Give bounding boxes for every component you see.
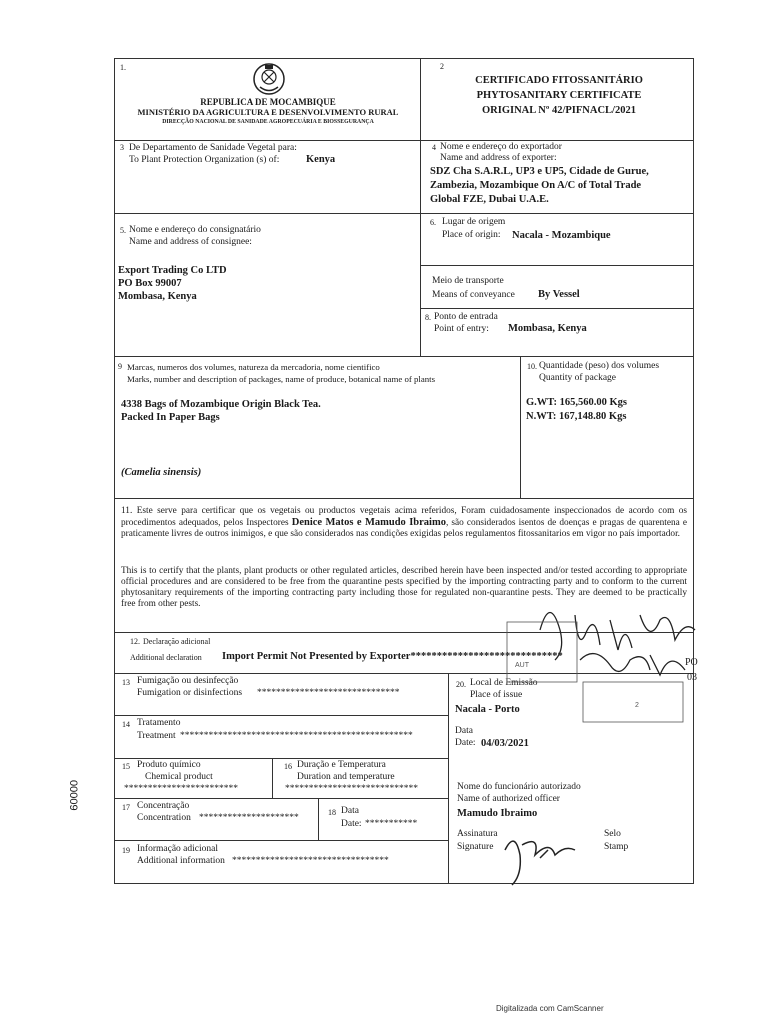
box11-text-pt-end: , são considerados isentos de doenças e pragas de quarentena e praticamente livres de outros inimigos, e que são considerados nas condições exigidas pelos regulamentos fitossanitarios em vigor no país importador. [121,518,688,539]
emblem [252,62,286,96]
box13-label-pt: Fumigação ou desinfecção [137,676,239,686]
rule [520,356,521,498]
inspectors-names: Denice Matos e Mamudo Ibraimo [291,517,446,528]
box19-number: 19 [122,846,130,855]
box18-label-pt: Data [341,806,359,816]
box17-label-en: Concentration [137,813,191,823]
box16-label-pt: Duração e Temperatura [297,760,386,770]
box3-value: Kenya [306,154,336,165]
box17-label-pt: Concentração [137,801,190,811]
box6-value: Nacala - Mozambique [512,230,611,241]
date-label-pt: Data [455,726,473,736]
officer-name: Mamudo Ibraimo [457,808,538,819]
box14-label-pt: Tratamento [137,718,181,728]
box11-paragraph-pt [121,506,687,540]
box20-label-en: Place of issue [470,690,523,700]
box5-value-line: PO Box 99007 [118,278,182,289]
rule [114,715,448,716]
margin-number: 00009 [67,780,79,811]
box4-number: 4 [432,143,436,152]
rule [420,58,421,356]
box12-label-pt: Declaração adicional [143,637,211,646]
date-value: 04/03/2021 [481,738,529,749]
box8-number: 8. [425,313,431,322]
rule [114,213,694,214]
box13-stars: ****************************** [257,688,400,698]
box6-label-pt: Lugar de origem [442,217,506,227]
ministry-name: MINISTÉRIO DA AGRICULTURA E DESENVOLVIMENTO RURAL [137,107,399,117]
box12-value: Import Permit Not Presented by Exporter***************************** [222,651,563,662]
box13-number: 13 [122,678,130,687]
signature-label-pt: Assinatura [457,829,498,839]
box11-paragraph-en: This is to certify that the plants, plant products or other regulated articles, described herein have been inspected and/or tested according to appropriate official procedures and are considered to be free from the quarantine pests specified by the importing contracting party and to conform to the current phytosanitary requirements of the importing contracting party including those for regulated non-quarantine pests. They are deemed to be practically free from other pests. [121,566,687,609]
box9-label-en: Marks, number and description of packages, name of produce, botanical name of plants [127,374,436,384]
cert-number: ORIGINAL Nº 42/PIFNACL/2021 [482,105,636,116]
box10-label-pt: Quantidade (peso) dos volumes [539,361,660,371]
box4-label-pt: Nome e endereço do exportador [440,142,562,152]
rule [420,265,694,266]
rule [318,798,319,840]
box3-number: 3 [120,143,124,152]
officer-label-en: Name of authorized officer [457,794,560,804]
rule [272,758,273,798]
box19-stars: ********************************* [232,856,389,866]
box4-value-line: Global FZE, Dubai U.A.E. [430,194,549,205]
place-of-issue: Nacala - Porto [455,704,520,715]
cert-title-pt: CERTIFICADO FITOSSANITÁRIO [475,75,643,86]
box16-number: 16 [284,762,292,771]
box5-value-line: Mombasa, Kenya [118,291,197,302]
box20-number: 20. [456,680,466,689]
box5-label-en: Name and address of consignee: [129,237,252,247]
cert-title-en: PHYTOSANITARY CERTIFICATE [476,90,642,101]
box7-value: By Vessel [538,289,580,300]
seal-label-en: Stamp [604,842,629,852]
official-stamp-graphic [505,612,695,732]
box8-label-en: Point of entry: [434,324,489,334]
rule [114,356,694,357]
rule [114,140,694,141]
svg-text:PO: PO [685,657,698,668]
box20-label-pt: Local de Emissão [470,678,538,688]
box6-label-en: Place of origin: [442,230,501,240]
box10-label-en: Quantity of package [539,373,617,383]
rule [114,758,448,759]
svg-text:2: 2 [635,702,639,709]
box7-label-en: Means of conveyance [432,290,515,300]
box19-label-pt: Informação adicional [137,844,218,854]
box17-stars: ********************* [199,813,299,823]
svg-text:AUT: AUT [515,662,529,669]
box9-value-line1: 4338 Bags of Mozambique Origin Black Tea. [121,399,321,410]
box16-stars: **************************** [285,784,418,794]
box17-number: 17 [122,803,130,812]
box8-label-pt: Ponto de entrada [434,312,498,322]
box18-label-en: Date: [341,819,362,829]
box11-text-pt: Este serve para certificar que os vegetais ou productos vegetais acima referidos, Foram cuidadosamente inspeccionados de acordo com os procedimentos adequados, pelos Inspectores [121,506,687,528]
box5-number: 5. [120,226,126,235]
rule [114,840,448,841]
signature-label-en: Signature [457,842,494,852]
date-label-en: Date: [455,738,476,748]
box12-number: 12. [130,637,140,646]
scanner-footer: Digitalizada com CamScanner [496,1004,604,1013]
box9-value-line2: Packed In Paper Bags [121,412,220,423]
gross-weight: G.WT: 165,560.00 Kgs [526,397,628,408]
box5-label-pt: Nome e endereço do consignatário [129,225,261,235]
rule [420,308,694,309]
box9-number: 9 [118,362,122,371]
box18-stars: *********** [365,819,418,829]
box3-label-en: To Plant Protection Organization (s) of: [129,155,280,165]
box13-label-en: Fumigation or disinfections [137,688,243,698]
box10-number: 10. [527,362,537,371]
box16-label-en: Duration and temperature [297,772,395,782]
box12-label-en: Additional declaration [130,653,202,662]
box18-number: 18 [328,808,336,817]
signature-scribble-graphic [500,820,580,890]
box3-label-pt: De Departamento de Sanidade Vegetal para: [129,143,297,153]
box5-value-line: Export Trading Co LTD [118,265,227,276]
box4-value-line: Zambezia, Mozambique On A/C of Total Trade [430,180,642,191]
svg-text:03: 03 [687,672,697,683]
box4-value-line: SDZ Cha S.A.R.L, UP3 e UP5, Cidade de Gurue, [430,166,649,177]
directorate-name: DIRECÇÃO NACIONAL DE SANIDADE AGROPECUÁRIA E BIOSSEGURANÇA [162,119,374,125]
box1-number: 1. [120,63,126,72]
box14-stars: ************************************************* [180,731,413,741]
box6-number: 6. [430,218,436,227]
box9-botanical: (Camelia sinensis) [121,467,202,478]
rule [114,798,448,799]
seal-label-pt: Selo [604,829,621,839]
rule [448,673,449,884]
box15-label-en: Chemical product [145,772,213,782]
box8-value: Mombasa, Kenya [508,323,587,334]
box9-label-pt: Marcas, numeros dos volumes, natureza da mercadoria, nome cientifico [127,362,380,372]
box4-label-en: Name and address of exporter: [440,153,557,163]
box14-label-en: Treatment [137,731,176,741]
rule [114,498,694,499]
country-name: REPUBLICA DE MOCAMBIQUE [200,97,336,107]
box15-stars: ************************ [124,784,238,794]
net-weight: N.WT: 167,148.80 Kgs [526,411,627,422]
box19-label-en: Additional information [137,856,225,866]
officer-label-pt: Nome do funcionário autorizado [457,782,581,792]
box14-number: 14 [122,720,130,729]
box15-number: 15 [122,762,130,771]
box15-label-pt: Produto químico [137,760,201,770]
box11-number: 11. [121,506,133,516]
box2-number: 2 [440,62,444,71]
box7-label-pt: Meio de transporte [432,276,504,286]
